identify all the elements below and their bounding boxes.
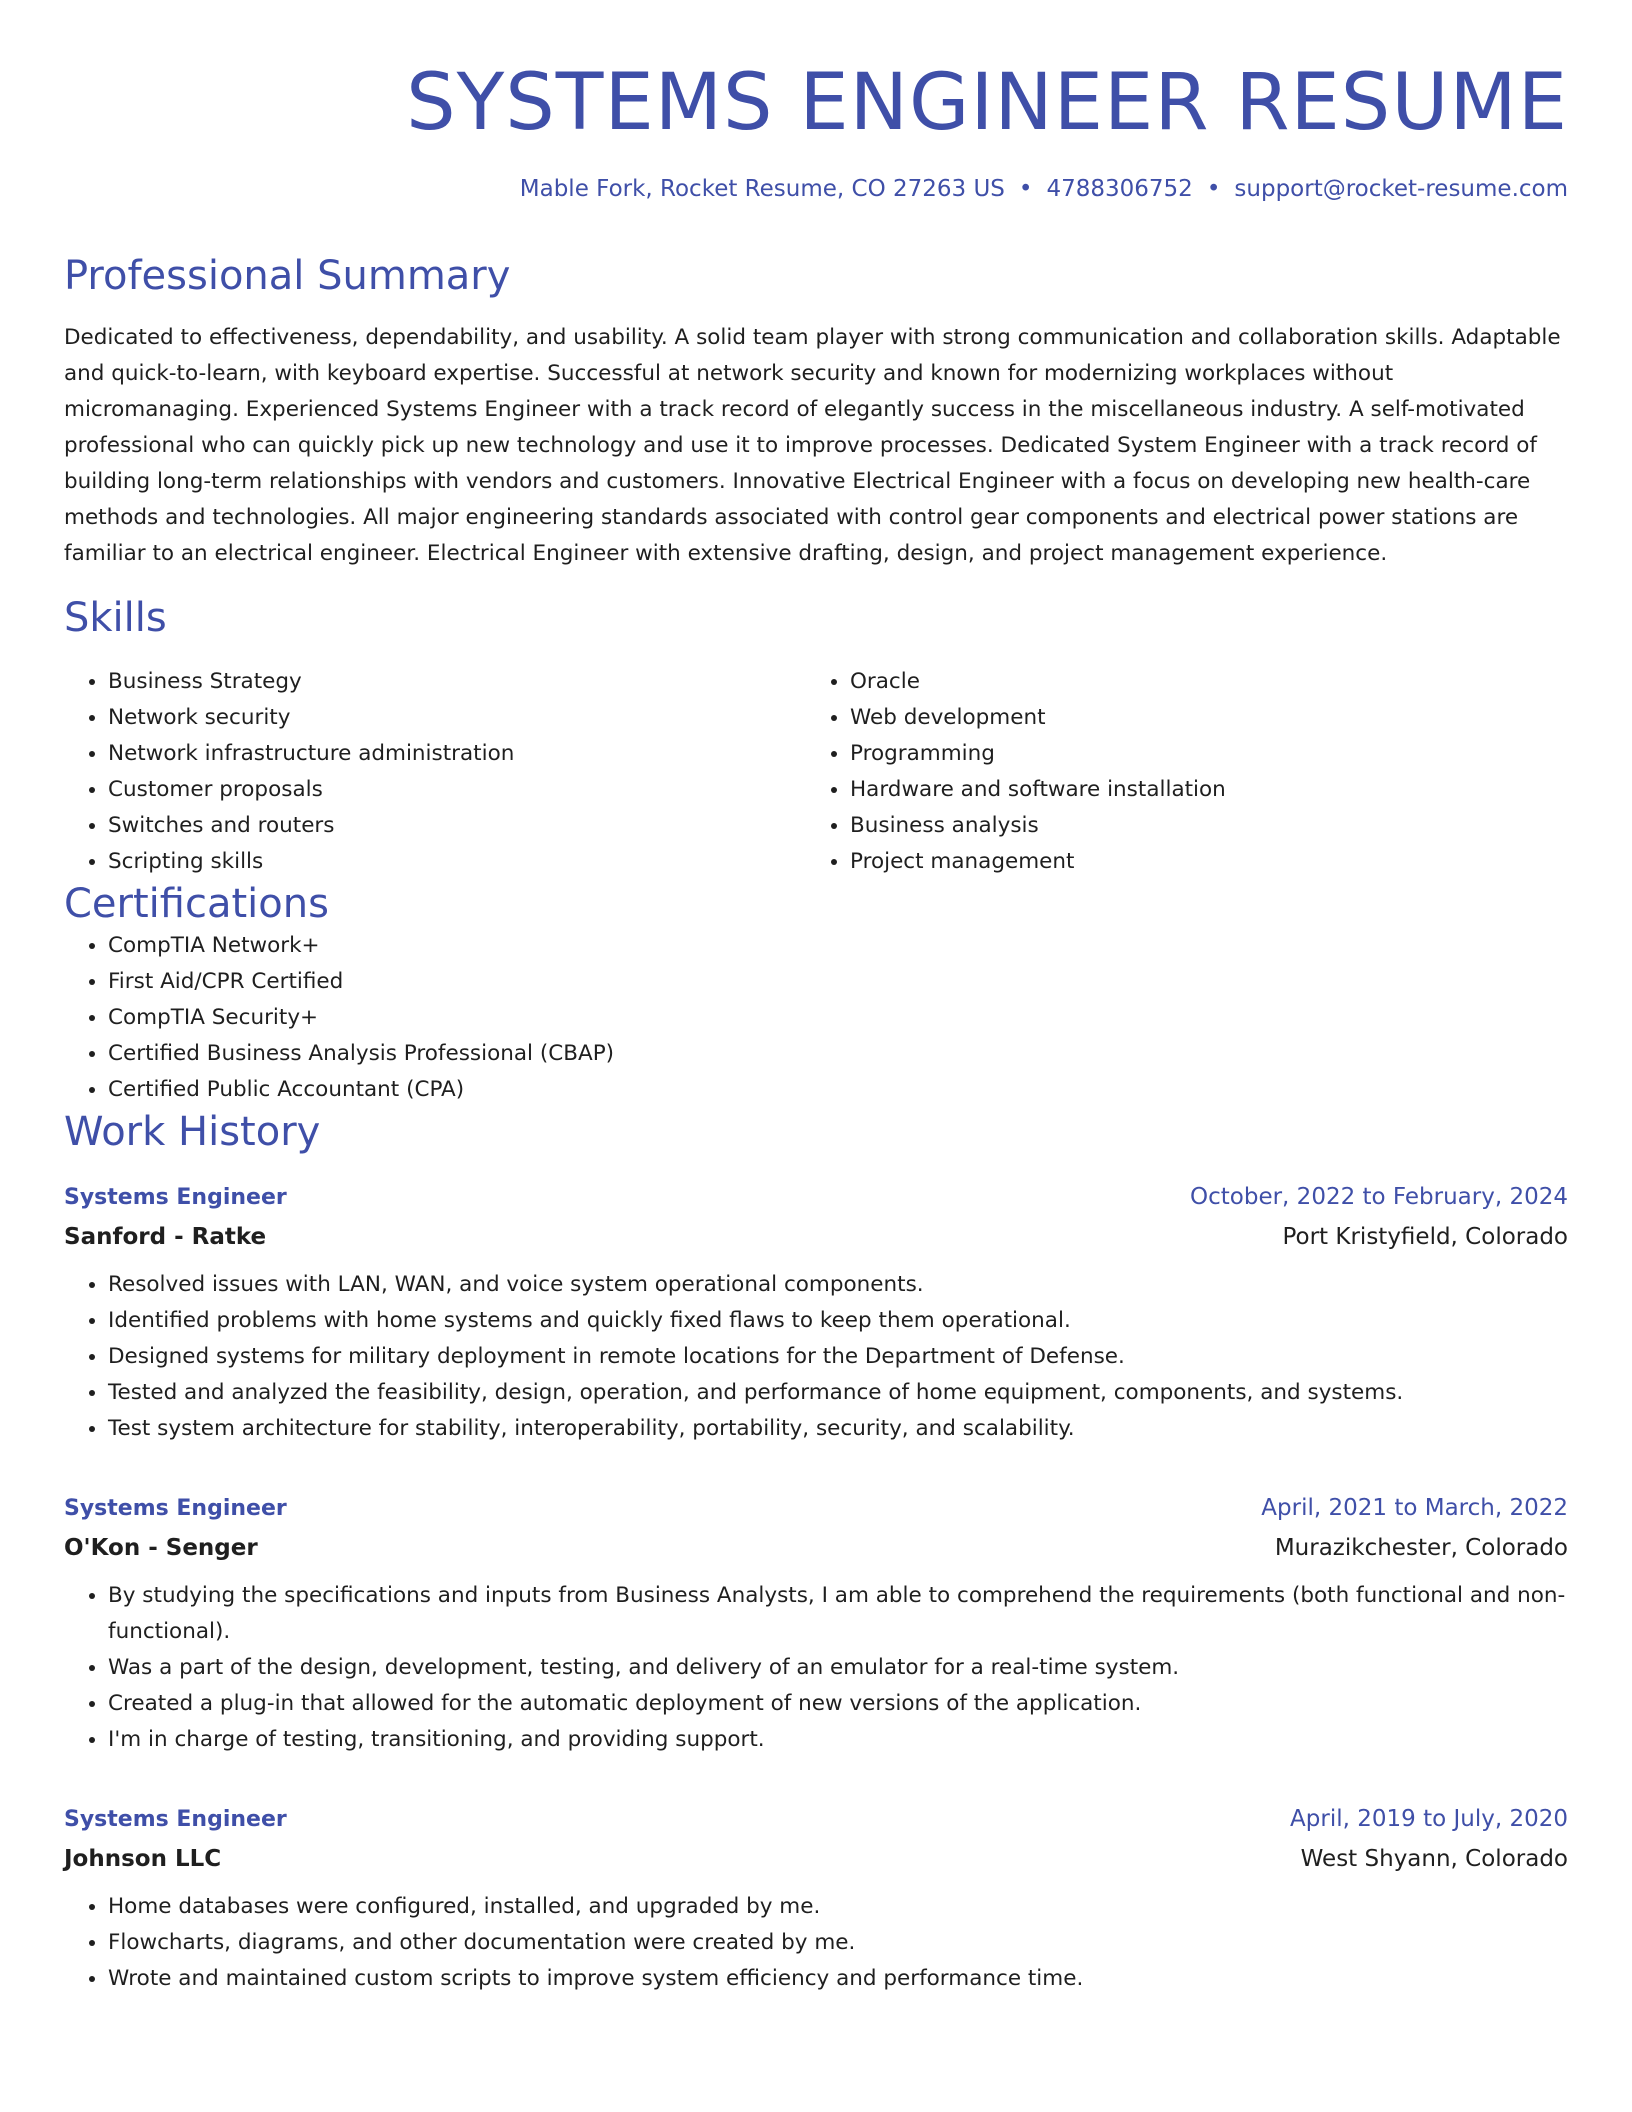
job-bullet: • I'm in charge of testing, transitioning, and providing support. <box>108 1722 1568 1758</box>
skill-item: • Scripting skills <box>108 844 806 880</box>
job-bullet: • By studying the specifications and inputs from Business Analysts, I am able to comprehend the requirements (both functional and non-functional). <box>108 1578 1568 1650</box>
job-bullet: • Flowcharts, diagrams, and other documentation were created by me. <box>108 1925 1568 1961</box>
job-bullet: • Resolved issues with LAN, WAN, and voice system operational components. <box>108 1267 1568 1303</box>
job-bullets <box>64 1578 1568 1758</box>
contact-email[interactable]: support@rocket-resume.com <box>1234 176 1568 202</box>
summary-heading: Professional Summary <box>64 253 511 299</box>
certifications-list <box>64 928 1568 1108</box>
job-bullet: • Home databases were configured, installed, and upgraded by me. <box>108 1889 1568 1925</box>
certifications-heading: Certifications <box>64 880 329 927</box>
job-location: Port Kristyfield, Colorado <box>1282 1223 1568 1250</box>
skill-item: • Hardware and software installation <box>850 772 1548 808</box>
certification-item: • First Aid/CPR Certified <box>108 964 1568 1000</box>
skill-item: • Switches and routers <box>108 808 806 844</box>
skill-item: • Network infrastructure administration <box>108 736 806 772</box>
job-company: O'Kon - Senger <box>64 1534 258 1561</box>
job-dates: April, 2019 to July, 2020 <box>1290 1805 1568 1832</box>
contact-phone[interactable]: 4788306752 <box>1046 176 1193 202</box>
certification-item: • CompTIA Network+ <box>108 928 1568 964</box>
job-company: Sanford - Ratke <box>64 1223 267 1250</box>
job-location: Murazikchester, Colorado <box>1274 1534 1568 1561</box>
job-bullet: • Tested and analyzed the feasibility, design, operation, and performance of home equipment, components, and systems. <box>108 1375 1568 1411</box>
skill-item: • Programming <box>850 736 1548 772</box>
skill-item: • Web development <box>850 700 1548 736</box>
job-company-row <box>64 1528 1568 1568</box>
certification-item: • Certified Business Analysis Professional (CBAP) <box>108 1036 1568 1072</box>
job-title: Systems Engineer <box>64 1806 287 1832</box>
job-entry <box>64 1800 1568 1997</box>
job-bullet: • Test system architecture for stability, interoperability, portability, security, and scalability. <box>108 1411 1568 1447</box>
certification-item: • Certified Public Accountant (CPA) <box>108 1072 1568 1108</box>
resume-name: SYSTEMS ENGINEER RESUME <box>406 58 1568 148</box>
summary-text: Dedicated to effectiveness, dependability, and usability. A solid team player with strong communication and collaboration skills. Adaptable and quick-to-learn, with keyboard expertise. Successful at network security and known for modernizing workplaces without micromanaging. Experienced Systems Engineer with a track record of elegantly success in the miscellaneous industry. A self-motivated professional who can quickly pick up new technology and use it to improve processes. Dedicated System Engineer with a track record of building long-term relationships with vendors and customers. Innovative Electrical Engineer with a focus on developing new health-care methods and technologies. All major engineering standards associated with control gear components and electrical power stations are familiar to an electrical engineer. Electrical Engineer with extensive drafting, design, and project management experience. <box>64 325 1561 566</box>
job-bullet: • Identified problems with home systems and quickly fixed flaws to keep them operational. <box>108 1303 1568 1339</box>
skill-item: • Customer proposals <box>108 772 806 808</box>
job-entry <box>64 1178 1568 1447</box>
contact-address: Mable Fork, Rocket Resume, CO 27263 US <box>519 176 1005 202</box>
job-company-row <box>64 1217 1568 1257</box>
skills-column-left <box>64 664 806 880</box>
certification-item: • CompTIA Security+ <box>108 1000 1568 1036</box>
job-company: Johnson LLC <box>64 1845 222 1872</box>
job-bullets <box>64 1267 1568 1447</box>
job-header-row <box>64 1489 1568 1528</box>
job-location: West Shyann, Colorado <box>1300 1845 1568 1872</box>
job-title: Systems Engineer <box>64 1184 287 1210</box>
skill-item: • Project management <box>850 844 1548 880</box>
job-bullet: • Designed systems for military deployment in remote locations for the Department of Defense. <box>108 1339 1568 1375</box>
contact-separator: • <box>1018 176 1033 202</box>
job-dates: April, 2021 to March, 2022 <box>1261 1494 1568 1521</box>
job-title: Systems Engineer <box>64 1495 287 1521</box>
job-header-row <box>64 1178 1568 1217</box>
job-bullet: • Was a part of the design, development, testing, and delivery of an emulator for a real-time system. <box>108 1650 1568 1686</box>
contact-separator: • <box>1206 176 1221 202</box>
job-bullet: • Created a plug-in that allowed for the automatic deployment of new versions of the application. <box>108 1686 1568 1722</box>
job-header-row <box>64 1800 1568 1839</box>
job-company-row <box>64 1839 1568 1879</box>
skill-item: • Oracle <box>850 664 1548 700</box>
skill-item: • Business analysis <box>850 808 1548 844</box>
skills-grid <box>64 664 1568 880</box>
skill-item: • Business Strategy <box>108 664 806 700</box>
job-bullet: • Wrote and maintained custom scripts to improve system efficiency and performance time. <box>108 1961 1568 1997</box>
skill-item: • Network security <box>108 700 806 736</box>
job-dates: October, 2022 to February, 2024 <box>1190 1183 1568 1210</box>
contact-line <box>64 176 1568 202</box>
skills-heading: Skills <box>64 594 167 641</box>
skills-column-right <box>806 664 1548 880</box>
job-entry <box>64 1489 1568 1758</box>
job-bullets <box>64 1889 1568 1997</box>
resume-page <box>64 0 1568 1997</box>
work-history-heading: Work History <box>64 1108 321 1155</box>
